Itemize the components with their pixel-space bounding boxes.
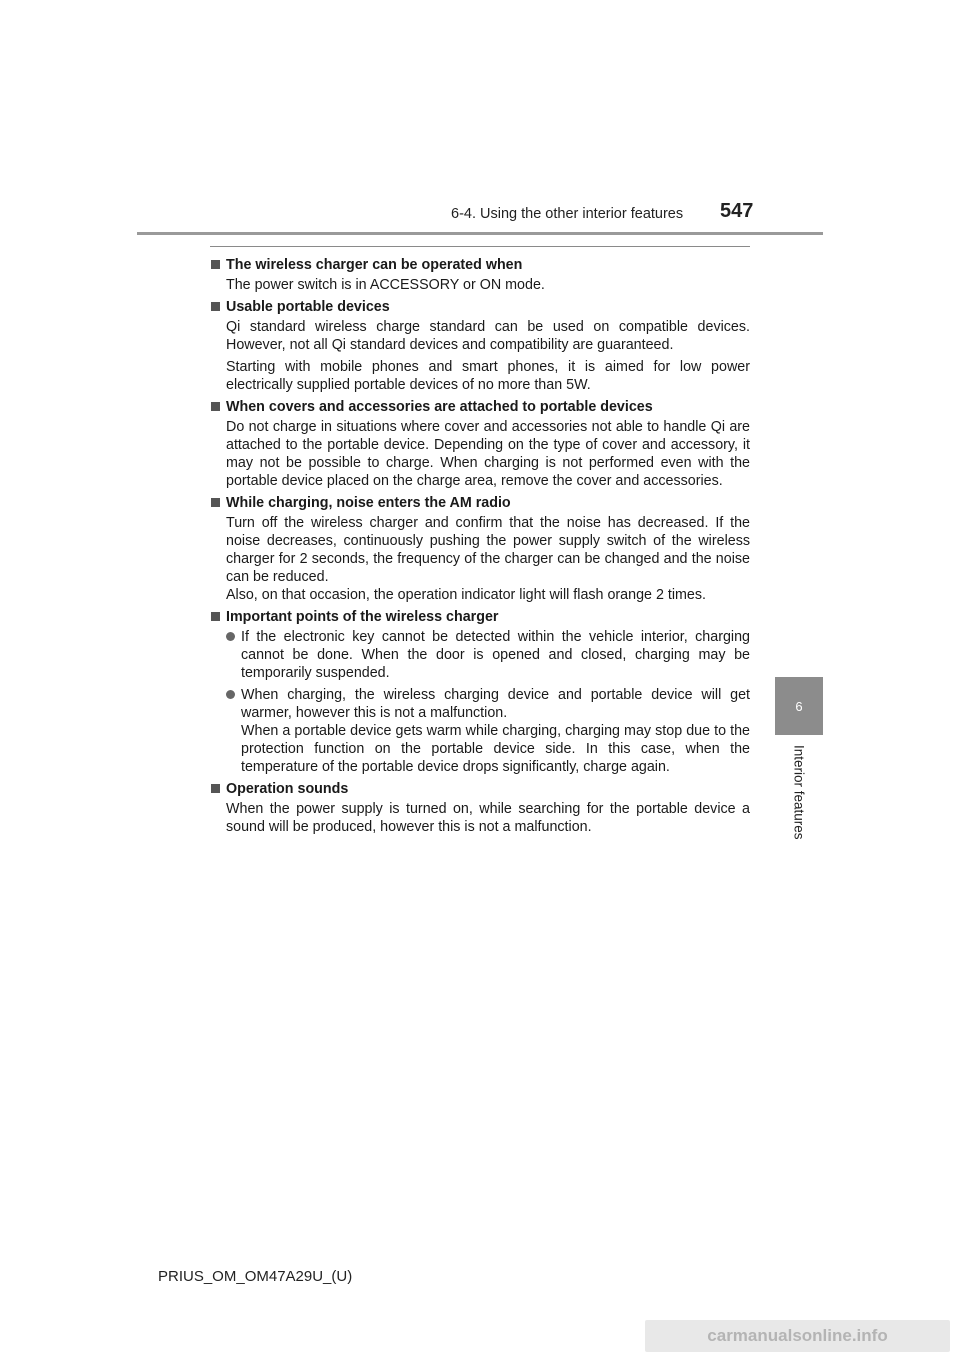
section-title [210,608,750,626]
circle-bullet-icon [226,690,235,699]
chapter-label: Interior features [791,745,807,840]
circle-bullet-icon [226,632,235,641]
paragraph-line: The power switch is in ACCESSORY or ON mode. [226,277,545,293]
paragraph-line: Also, on that occasion, the operation indicator light will flash orange 2 times. [226,587,707,603]
square-bullet-icon [211,402,220,411]
bullet-text [241,686,750,776]
paragraph-line: Qi standard wireless charge standard can be used on compatible devices. However, not all Qi standard devices and compatibility are guaranteed. [226,319,750,353]
section-operation-conditions [210,256,750,294]
section-title-text: The wireless charger can be operated when [226,257,523,273]
section-title-text: When covers and accessories are attached to portable devices [226,399,653,415]
paragraph-line: Do not charge in situations where cover and accessories not able to handle Qi are attached to the portable device. Depending on the type of cover and accessory, it may not be possible to charge. When charging is not performed even with the portable device placed on the charge area, remove the cover and accessories. [226,419,750,489]
content-divider [210,246,750,247]
section-operation-sounds [210,780,750,836]
bullet-line: If the electronic key cannot be detected within the vehicle interior, charging cannot be done. When the door is opened and closed, charging may be temporarily suspended. [241,629,750,681]
document-code: PRIUS_OM_OM47A29U_(U) [158,1268,353,1285]
section-title [210,780,750,798]
bullet-item [226,686,750,776]
paragraph-line: Turn off the wireless charger and confirm that the noise has decreased. If the noise decreases, continuously pushing the power supply switch of the wireless charger for 2 seconds, the frequency of the charger can be changed and the noise can be reduced. [226,515,750,585]
section-important-points [210,608,750,776]
paragraph [226,318,750,354]
chapter-tab [775,677,823,735]
paragraph [226,276,750,294]
bullet-line: When a portable device gets warm while charging, charging may stop due to the protection function on the portable device side. In this case, when the temperature of the portable device drops significantly, charge again. [241,723,750,775]
running-header: 6-4. Using the other interior features [451,206,684,222]
page-content [210,256,750,840]
bullet-item [226,628,750,682]
section-title-text: Important points of the wireless charger [226,609,499,625]
paragraph [226,800,750,836]
square-bullet-icon [211,260,220,269]
paragraph [226,358,750,394]
square-bullet-icon [211,498,220,507]
header-divider [137,232,823,235]
watermark-link[interactable]: carmanualsonline.info [645,1320,950,1352]
section-usable-devices [210,298,750,394]
paragraph [226,514,750,604]
section-title-text: While charging, noise enters the AM radio [226,495,511,511]
bullet-text [241,628,750,682]
section-title [210,256,750,274]
section-am-radio-noise [210,494,750,604]
paragraph-line: Starting with mobile phones and smart phones, it is aimed for low power electrically supplied portable devices of no more than 5W. [226,359,750,393]
section-title-text: Usable portable devices [226,299,390,315]
square-bullet-icon [211,302,220,311]
section-title [210,398,750,416]
square-bullet-icon [211,612,220,621]
paragraph-line: When the power supply is turned on, while searching for the portable device a sound will be produced, however this is not a malfunction. [226,801,750,835]
section-title-text: Operation sounds [226,781,349,797]
bullet-line: When charging, the wireless charging device and portable device will get warmer, however this is not a malfunction. [241,687,750,721]
section-title [210,298,750,316]
page-number: 547 [720,200,754,222]
section-title [210,494,750,512]
chapter-number: 6 [795,698,803,714]
section-covers-accessories [210,398,750,490]
square-bullet-icon [211,784,220,793]
paragraph [226,418,750,490]
